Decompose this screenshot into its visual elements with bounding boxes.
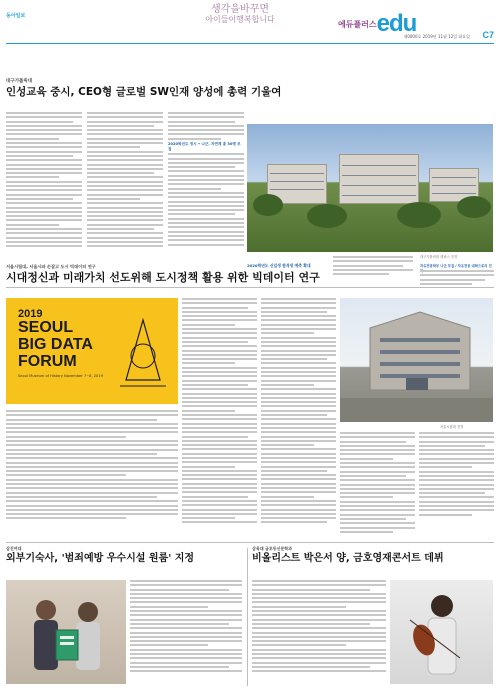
section-divider-1 [6,287,494,288]
logo-text: edu [376,10,417,37]
article1-column-2 [87,112,163,262]
campus-photo-caption: 대구가톨릭대 캠퍼스 전경 [420,255,458,259]
dormitory-certificate-photo [6,580,126,684]
forum-title-2: BIG DATA [18,336,93,353]
article1-subhead-1: 2020학년도 정시 • 나군, 자연계 총 30명 모집 [168,142,241,151]
people-graphic [6,580,126,684]
article1-column-1 [6,112,82,262]
logo-prefix: 에듀플러스 [338,20,377,29]
violist-photo [390,580,493,684]
article4-kicker: 삼육대 금호동신문학과 [252,546,293,551]
article4-column-1 [252,580,386,684]
article2-headline: 시대정신과 미래가치 선도위해 도시정책 활용 위한 빅데이터 연구 [6,271,320,284]
building-graphic [340,298,493,422]
article1-subhead-2: 2020학년도 신입생 합격생 예측 확대 [247,263,311,268]
building-photo-caption: 서울시립대 전경 [440,425,464,429]
university-building-photo [340,298,493,422]
date-line: 제0000호 2019년 11월 12일 화요일 [403,34,470,39]
side-caption: 자유전공학부 나군 모집 / 자유전공 대학으로의 진 [420,264,492,268]
slogan-line-1: 생각을바꾸면 [211,4,269,15]
article2-column-0 [6,410,178,540]
article3-column-1 [130,580,242,684]
slogan-line-2: 아이들이행복합니다 [205,15,275,24]
forum-graphic [116,310,170,390]
article2-column-4 [419,432,494,542]
newspaper-brand: 동아일보 [6,13,26,19]
big-data-forum-poster [6,298,178,404]
forum-year: 2019 [18,308,43,320]
article2-column-3 [340,432,415,542]
forum-subtitle: Seoul Museum of History November 7~8, 2019 [18,374,103,378]
article2-column-1 [182,298,257,548]
article2-column-2 [261,298,336,548]
article1-column-3 [168,112,244,262]
article3-kicker: 삼진여대 [6,546,22,551]
page-number: C7 [482,30,494,40]
masthead [0,0,500,44]
column-divider [247,548,248,686]
masthead-rule [6,43,494,44]
article1-kicker: 대구가톨릭대 [6,79,33,84]
campus-photo [247,124,493,252]
slogan [180,5,300,24]
forum-title-3: FORUM [18,353,77,370]
article4-headline: 비올리스트 박은서 양, 금호영재콘서트 데뷔 [252,553,444,564]
article2-kicker: 서울시립대, 서울시와 손잡고 도시 빅데이터 연구 [6,264,96,269]
forum-title-1: SEOUL [18,319,74,336]
section-divider-2 [6,542,494,543]
article3-headline: 외부기숙사, '범죄예방 우수시설 원룸' 지정 [6,553,195,564]
violist-graphic [390,580,493,684]
article1-headline: 인성교육 중시, CEO형 글로벌 SW인재 양성에 총력 기울여 [6,86,282,98]
